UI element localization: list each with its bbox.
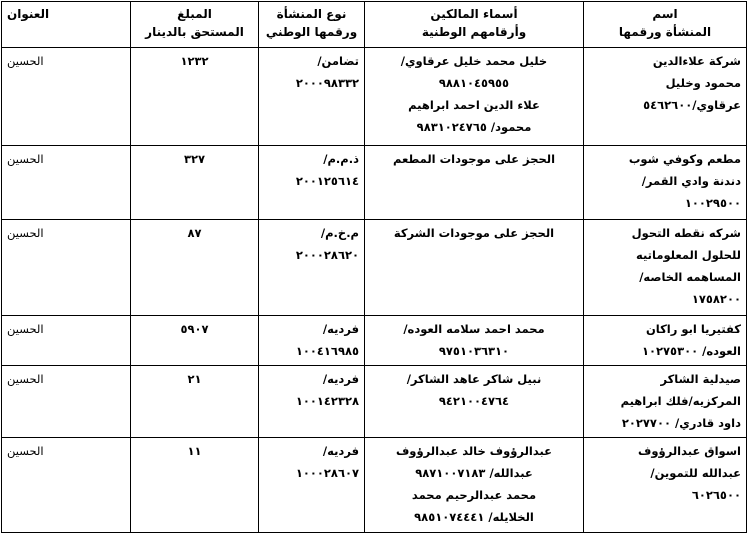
table-row [2, 316, 747, 366]
cell-amount: ١٢٣٢ [131, 48, 259, 146]
cell-address: الحسين [2, 438, 131, 533]
establishments-table [1, 1, 747, 533]
header-type: نوع المنشأة ورقمها الوطني [259, 2, 365, 48]
table-row [2, 220, 747, 316]
cell-type: فرديه/ ١٠٠١٤٢٣٢٨ [259, 366, 365, 438]
table-row [2, 438, 747, 533]
cell-establishment-name: مطعم وكوفي شوب دندنة وادي القمر/ ١٠٠٢٩٥٠٠ [584, 146, 747, 220]
header-amount: المبلغ المستحق بالدينار [131, 2, 259, 48]
cell-amount: ٢١ [131, 366, 259, 438]
cell-establishment-name: كفتيريا ابو راكان العوده/ ١٠٢٧٥٣٠٠ [584, 316, 747, 366]
cell-amount: ١١ [131, 438, 259, 533]
cell-address: الحسين [2, 220, 131, 316]
cell-establishment-name: شركه نقطه التحول للحلول المعلوماتيه المساهمه الخاصه/ ١٧٥٨٢٠٠ [584, 220, 747, 316]
cell-establishment-name: شركة علاءالدين محمود وخليل عرقاوي/٥٤٦٢٦٠٠ [584, 48, 747, 146]
cell-address: الحسين [2, 48, 131, 146]
cell-type: فرديه/ ١٠٠٠٢٨٦٠٧ [259, 438, 365, 533]
cell-type: ذ.م.م/ ٢٠٠١٢٥٦١٤ [259, 146, 365, 220]
header-address: العنوان [2, 2, 131, 48]
table-row [2, 48, 747, 146]
cell-type: م.خ.م/ ٢٠٠٠٢٨٦٢٠ [259, 220, 365, 316]
cell-type: تضامن/ ٢٠٠٠٩٨٣٣٢ [259, 48, 365, 146]
cell-owners: الحجز على موجودات الشركة [365, 220, 584, 316]
table-row [2, 366, 747, 438]
cell-amount: ٣٢٧ [131, 146, 259, 220]
cell-type: فرديه/ ١٠٠٤١٦٩٨٥ [259, 316, 365, 366]
cell-amount: ٨٧ [131, 220, 259, 316]
header-row [2, 2, 747, 48]
table-row [2, 146, 747, 220]
cell-establishment-name: اسواق عبدالرؤوف عبدالله للتموين/ ٦٠٢٦٥٠٠ [584, 438, 747, 533]
cell-address: الحسين [2, 146, 131, 220]
cell-amount: ٥٩٠٧ [131, 316, 259, 366]
header-owners: أسماء المالكين وأرقامهم الوطنية [365, 2, 584, 48]
cell-owners: نبيل شاكر عاهد الشاكر/ ٩٤٢١٠٠٤٧٦٤ [365, 366, 584, 438]
cell-owners: محمد احمد سلامه العوده/ ٩٧٥١٠٣٦٣١٠ [365, 316, 584, 366]
cell-owners: عبدالرؤوف خالد عبدالرؤوف عبدالله/ ٩٨٧١٠٠٧١٨٣ محمد عبدالرحيم محمد الخلايله/ ٩٨٥١٠٧٤٤٤١ [365, 438, 584, 533]
header-name: اسم المنشأة ورقمها [584, 2, 747, 48]
cell-address: الحسين [2, 366, 131, 438]
cell-owners: خليل محمد خليل عرقاوي/ ٩٨٨١٠٤٥٩٥٥ علاء الدين احمد ابراهيم محمود/ ٩٨٣١٠٢٤٧٦٥ [365, 48, 584, 146]
cell-address: الحسين [2, 316, 131, 366]
cell-owners: الحجز على موجودات المطعم [365, 146, 584, 220]
cell-establishment-name: صيدلية الشاكر المركزيه/فلك ابراهيم داود قادري/ ٢٠٢٧٧٠٠ [584, 366, 747, 438]
